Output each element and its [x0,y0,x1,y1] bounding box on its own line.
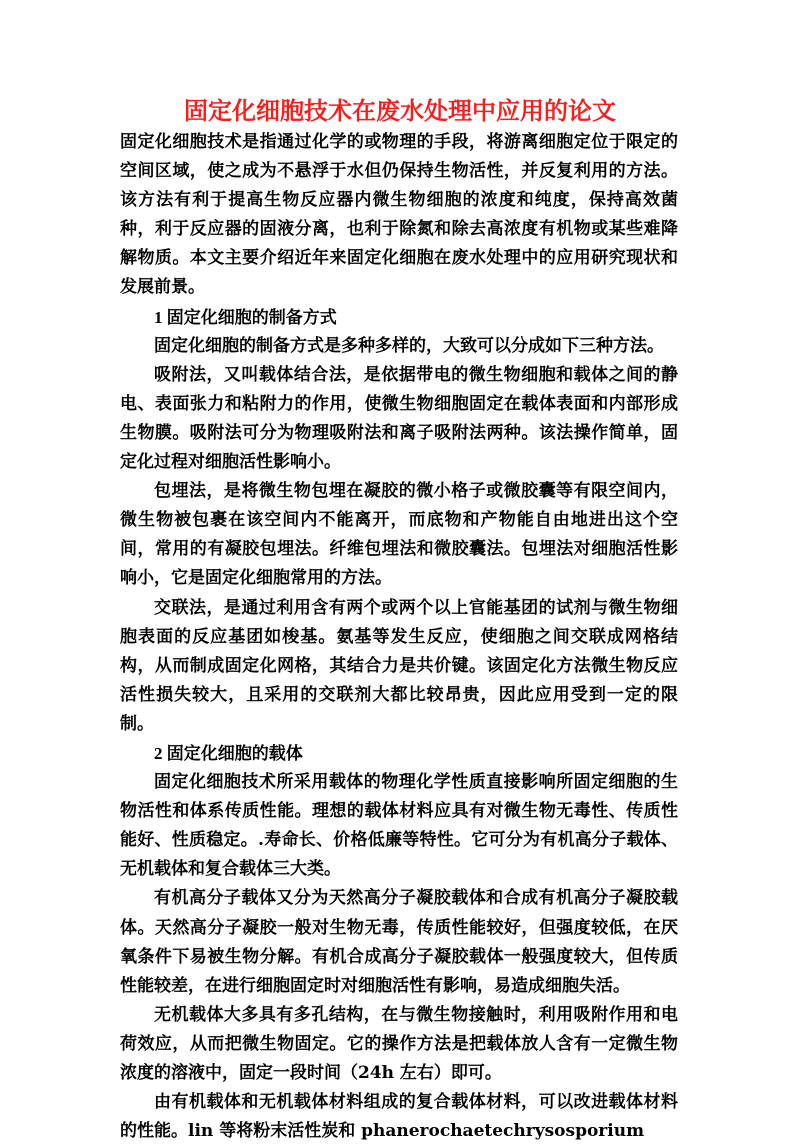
document-title: 固定化细胞技术在废水处理中应用的论文 [184,96,616,125]
paragraph-composite-carrier: 由有机载体和无机载体材料组成的复合载体材料，可以改进载体材料的性能。lin 等将粉末活性炭和 phanerochaetechrysosporium [120,1092,678,1142]
paragraph-abstract: 固定化细胞技术是指通过化学的或物理的手段，将游离细胞定位于限定的空间区域，使之成为不悬浮于水但仍保持生物活性，并反复利用的方法。该方法有利于提高生物反应器内微生物细胞的浓度和纯度，保持高效菌种，利于反应器的固液分离，也利于除氮和除去高浓度有机物或某些难降解物质。本文主要介绍近年来固定化细胞在废水处理中的应用研究现状和发展前景。 [120,132,678,298]
paragraph-methods-intro: 固定化细胞的制备方式是多种多样的，大致可以分成如下三种方法。 [154,335,664,356]
paragraph-embedding: 包埋法，是将微生物包埋在凝胶的微小格子或微胶囊等有限空间内，微生物被包裹在该空间内不能离开，而底物和产物能自由地进出这个空间，常用的有凝胶包埋法。纤维包埋法和微胶囊法。包埋法对细胞活性影响小，它是固定化细胞常用的方法。 [120,481,678,589]
paragraph-carrier-intro: 固定化细胞技术所采用载体的物理化学性质直接影响所固定细胞的生物活性和体系传质性能。理想的载体材料应具有对微生物无毒性、传质性能好、性质稳定。.寿命长、价格低廉等特性。它可分为有机高分子载体、无机载体和复合载体三大类。 [120,772,678,880]
section-heading-1: 1 固定化细胞的制备方式 [154,307,337,327]
paragraph-inorganic-carrier: 无机载体大多具有多孔结构，在与微生物接触时，利用吸附作用和电荷效应，从而把微生物固定。它的操作方法是把载体放人含有一定微生物浓度的溶液中，固定一段时间（24h 左右）即可。 [120,1004,678,1083]
paragraph-adsorption: 吸附法，又叫载体结合法，是依据带电的微生物细胞和载体之间的静电、表面张力和粘附力的作用，使微生物细胞固定在载体表面和内部形成生物膜。吸附法可分为物理吸附法和离子吸附法两种。该法操作简单，固定化过程对细胞活性影响小。 [120,364,678,473]
paragraph-crosslinking: 交联法，是通过利用含有两个或两个以上官能基团的试剂与微生物细胞表面的反应基团如梭基。氨基等发生反应，使细胞之间交联成网格结构，从而制成固定化网格，其结合力是共价键。该固定化方法微生物反应活性损失较大，且采用的交联剂大都比较昂贵，因此应用受到一定的限制。 [120,597,678,734]
paragraph-organic-carrier: 有机高分子载体又分为天然高分子凝胶载体和合成有机高分子凝胶载体。天然高分子凝胶一般对生物无毒，传质性能较好，但强度较低，在厌氧条件下易被生物分解。有机合成高分子凝胶载体一般强度较大，但传质性能较差，在进行细胞固定时对细胞活性有影响，易造成细胞失活。 [120,888,678,996]
section-heading-2: 2 固定化细胞的载体 [154,743,303,763]
document-body [120,128,678,1146]
